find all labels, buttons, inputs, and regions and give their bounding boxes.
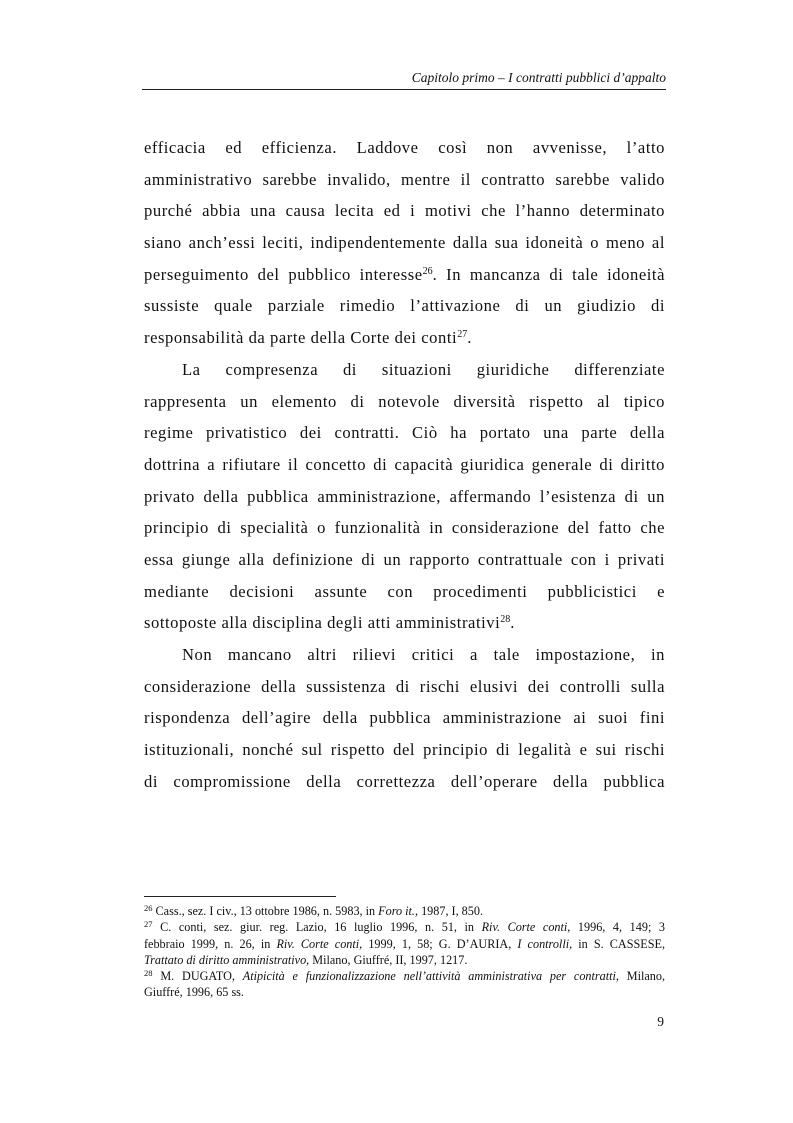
author-smallcaps: URIA (478, 936, 509, 951)
body-line: sussiste quale parziale rimedio l’attivazione di un giudizio di (144, 296, 665, 316)
footnote-line (144, 968, 665, 984)
footnote-italic: Riv. Corte conti, (481, 920, 571, 935)
body-line-part: sottoposte alla disciplina degli atti amministrativi (144, 613, 501, 633)
footnote-line (144, 952, 665, 968)
footnote-italic: Atipicità e funzionalizzazione nell’attività amministrativa per contratti (242, 969, 616, 984)
body-line-part: . (510, 613, 515, 633)
footnote-rule (144, 896, 336, 897)
body-line-part: responsabilità da parte della Corte dei conti (144, 328, 458, 348)
body-line (144, 607, 665, 639)
footnote-italic: Riv. Corte conti, (276, 936, 363, 951)
page-number: 9 (657, 1014, 664, 1029)
footnote-text: febbraio 1999, n. 26, in (144, 936, 277, 951)
footnote-26 (144, 903, 665, 919)
body-line: rispondenza dell’agire della pubblica amministrazione ai suoi fini (144, 708, 665, 728)
footnote-number: 27 (144, 919, 153, 930)
header-rule (142, 89, 666, 90)
footnote-italic: I controlli, (517, 936, 573, 951)
body-line: istituzionali, nonché sul rispetto del principio di legalità e sui rischi (144, 740, 665, 760)
body-line: Non mancano altri rilievi critici a tale impostazione, in (182, 645, 665, 664)
body-line: purché abbia una causa lecita ed i motivi che l’hanno determinato (144, 201, 665, 221)
body-line: considerazione della sussistenza di rischi elusivi dei controlli sulla (144, 676, 665, 696)
footnote-text: C. conti, sez. giur. reg. Lazio, 16 luglio 1996, n. 51, in (160, 920, 482, 935)
footnote-text: 1996, 4, 149; 3 (570, 920, 666, 935)
body-line-part: perseguimento del pubblico interesse (144, 264, 423, 284)
body-line (144, 259, 665, 291)
body-line-part: . (467, 328, 472, 348)
body-line: essa giunge alla definizione di un rapporto contrattuale con i privati (144, 549, 665, 569)
footnote-number: 28 (144, 968, 153, 979)
body-text (144, 132, 665, 797)
footnote-ref-27: 27 (457, 329, 468, 341)
footnote-27 (144, 919, 665, 968)
body-line: mediante decisioni assunte con procedimenti pubblicistici e (144, 581, 665, 601)
footnotes (144, 903, 665, 1001)
footnote-text: in S. C (572, 936, 618, 951)
author-smallcaps: UGATO (190, 969, 232, 984)
footnote-line (144, 984, 665, 1000)
author-smallcaps: ASSESE (617, 936, 662, 951)
body-line: rappresenta un elemento di notevole diversità rispetto al tipico (144, 391, 665, 411)
body-line: La compresenza di situazioni giuridiche differenziate (182, 359, 665, 379)
body-line: efficacia ed efficienza. Laddove così non avvenisse, l’atto (144, 138, 665, 157)
footnote-italic: Trattato di diritto amministrativo, (144, 952, 310, 967)
footnote-italic: Foro it., (378, 904, 419, 918)
body-line: siano anch’essi leciti, indipendentemente dalla sua idoneità o meno al (144, 233, 665, 253)
footnote-text: 1999, 1, 58; G. D’A (362, 936, 479, 951)
body-line (144, 322, 665, 354)
body-line: principio di specialità o funzionalità in considerazione del fatto che (144, 518, 665, 538)
footnote-ref-28: 28 (500, 614, 511, 626)
footnote-text: Giuffré, 1996, 65 ss. (144, 985, 244, 1000)
footnote-line (144, 936, 665, 952)
footnote-text: Milano, Giuffré, II, 1997, 1217. (309, 952, 468, 967)
footnote-text: Cass., sez. I civ., 13 ottobre 1986, n. 5983, in (155, 904, 379, 918)
footnote-line (144, 903, 665, 919)
body-line: regime privatistico dei contratti. Ciò ha portato una parte della (144, 423, 665, 443)
footnote-text: , Milano, (615, 969, 666, 984)
body-line: dottrina a rifiutare il concetto di capacità giuridica generale di diritto (144, 454, 665, 474)
footnote-28 (144, 968, 665, 1001)
footnote-text: , (661, 936, 665, 951)
footnote-text: 1987, I, 850. (418, 904, 484, 918)
running-header: Capitolo primo – I contratti pubblici d’appalto (411, 70, 666, 85)
footnote-number: 26 (144, 903, 153, 913)
body-line: amministrativo sarebbe invalido, mentre il contratto sarebbe valido (144, 169, 665, 189)
footnote-text: , (508, 936, 518, 951)
footnote-text: M. D (160, 969, 191, 984)
footnote-line (144, 919, 665, 935)
body-line-part: . In mancanza di tale idoneità (432, 264, 665, 284)
footnote-text: , (231, 969, 243, 984)
footnote-ref-26: 26 (422, 265, 433, 277)
body-line: privato della pubblica amministrazione, affermando l’esistenza di un (144, 486, 665, 506)
body-line: di compromissione della correttezza dell’operare della pubblica (144, 771, 665, 791)
